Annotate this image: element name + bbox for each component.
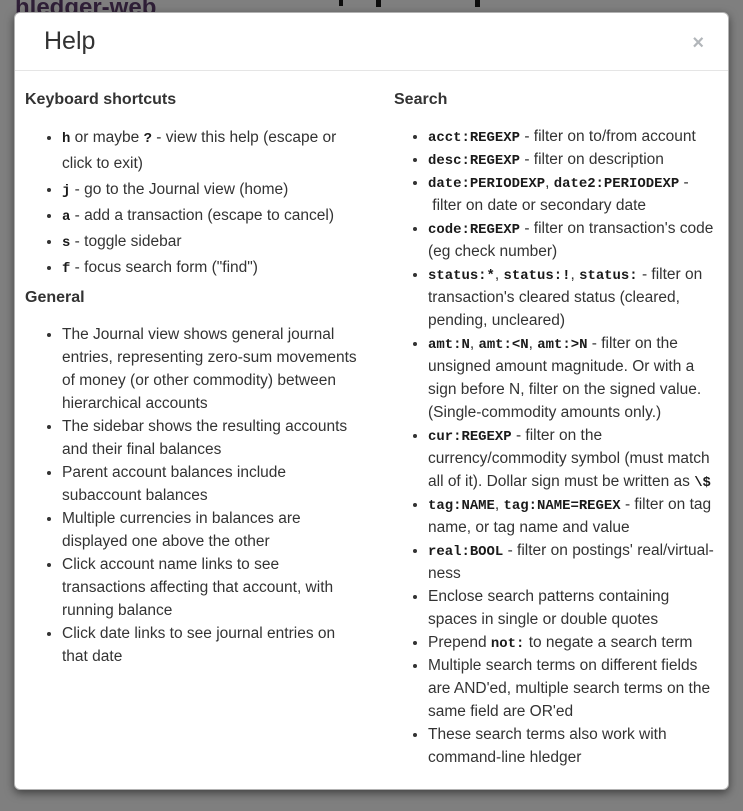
bullet-list xyxy=(25,125,362,281)
code-token: a xyxy=(62,209,71,225)
section-heading: Keyboard shortcuts xyxy=(25,91,177,108)
list-item: • s - toggle sidebar xyxy=(62,229,362,255)
code-token: status:! xyxy=(503,268,571,284)
code-token: h xyxy=(62,131,71,147)
code-token: amt:>N xyxy=(537,337,588,353)
list-item: • Multiple search terms on different fields are AND'ed, multiple search terms on the same field are OR'ed xyxy=(428,654,722,723)
help-column-right xyxy=(386,83,722,769)
list-item: • f - focus search form ("find") xyxy=(62,255,362,281)
modal-header xyxy=(15,13,728,71)
list-item: • Enclose search patterns containing spaces in single or double quotes xyxy=(428,585,722,631)
list-item: • Multiple currencies in balances are displayed one above the other xyxy=(62,507,362,553)
list-item: • h or maybe ? - view this help (escape or click to exit) xyxy=(62,125,362,177)
code-token: code:REGEXP xyxy=(428,222,521,238)
list-item: • real:BOOL - filter on postings' real/virtual-ness xyxy=(428,539,722,585)
list-item: • tag:NAME, tag:NAME=REGEX - filter on tag name, or tag name and value xyxy=(428,493,722,539)
list-item: • These search terms also work with command-line hledger xyxy=(428,723,722,769)
list-item: • Click account name links to see transactions affecting that account, with running balance xyxy=(62,553,362,622)
code-token: date2:PERIODEXP xyxy=(553,176,680,192)
list-item: • j - go to the Journal view (home) xyxy=(62,177,362,203)
list-item: • status:*, status:!, status: - filter on transaction's cleared status (cleared, pending, uncleared) xyxy=(428,263,722,332)
list-item: • Parent account balances include subaccount balances xyxy=(62,461,362,507)
section-heading: Search xyxy=(394,91,448,108)
list-item: • a - add a transaction (escape to cancel) xyxy=(62,203,362,229)
code-token: status:* xyxy=(428,268,495,284)
list-item: • Prepend not: to negate a search term xyxy=(428,631,722,654)
modal-title: Help xyxy=(44,27,96,55)
list-item: • cur:REGEXP - filter on the currency/commodity symbol (must match all of it). Dollar sign must be written as \$ xyxy=(428,424,722,493)
code-token: amt:<N xyxy=(478,337,529,353)
help-column-left xyxy=(25,83,386,769)
code-token: status: xyxy=(579,268,638,284)
modal-body xyxy=(15,71,728,769)
bullet-list xyxy=(394,125,722,769)
list-item: • code:REGEXP - filter on transaction's code (eg check number) xyxy=(428,217,722,263)
code-token: ? xyxy=(143,131,152,147)
code-token: desc:REGEXP xyxy=(428,153,521,169)
list-item: • Click date links to see journal entries on that date xyxy=(62,622,362,668)
code-token: f xyxy=(62,261,71,277)
code-token: \$ xyxy=(694,475,711,491)
list-item: • date:PERIODEXP, date2:PERIODEXP - filter on date or secondary date xyxy=(428,171,722,217)
list-item: • acct:REGEXP - filter on to/from account xyxy=(428,125,722,148)
list-item: • The sidebar shows the resulting accounts and their final balances xyxy=(62,415,362,461)
code-token: tag:NAME xyxy=(428,498,495,514)
code-token: tag:NAME=REGEX xyxy=(503,498,621,514)
code-token: date:PERIODEXP xyxy=(428,176,546,192)
code-token: cur:REGEXP xyxy=(428,429,512,445)
code-token: s xyxy=(62,235,71,251)
list-item: • desc:REGEXP - filter on description xyxy=(428,148,722,171)
code-token: real:BOOL xyxy=(428,544,504,560)
code-token: not: xyxy=(490,636,525,652)
close-icon[interactable]: × xyxy=(692,32,704,54)
code-token: j xyxy=(62,183,71,199)
code-token: acct:REGEXP xyxy=(428,130,521,146)
bullet-list xyxy=(25,323,362,668)
list-item: • The Journal view shows general journal entries, representing zero-sum movements of money (or other commodity) between hierarchical accounts xyxy=(62,323,362,415)
list-item: • amt:N, amt:<N, amt:>N - filter on the unsigned amount magnitude. Or with a sign before N, filter on the signed value. (Single-commodity amounts only.) xyxy=(428,332,722,424)
section-heading: General xyxy=(25,289,85,306)
help-modal xyxy=(14,12,729,790)
code-token: amt:N xyxy=(428,337,470,353)
